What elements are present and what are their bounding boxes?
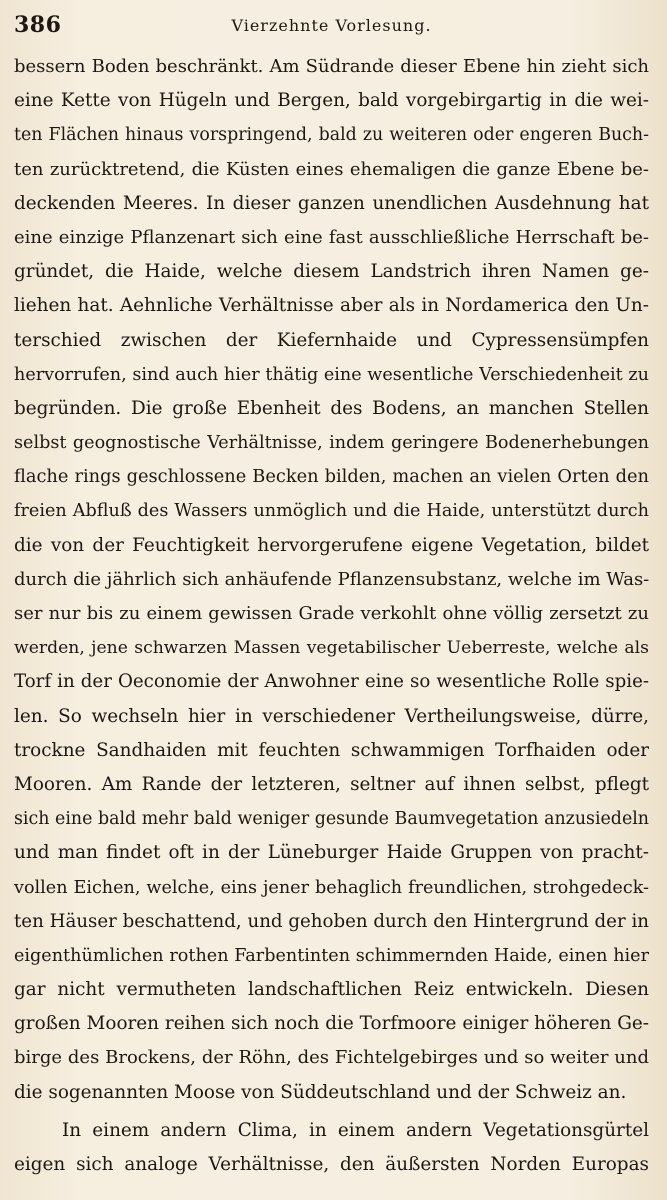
body-text — [14, 50, 649, 1182]
text-line: trockne Sandhaiden mit feuchten schwammigen Torfhaiden oder — [14, 739, 649, 761]
text-line: ten Häuser beschattend, und gehoben durch den Hintergrund der in — [14, 910, 649, 932]
text-line: sich eine bald mehr bald weniger gesunde Baumvegetation anzusiedeln — [14, 809, 649, 830]
text-line: ten Flächen hinaus vorspringend, bald zu weiteren oder engeren Buch- — [14, 125, 649, 146]
text-line: die sogenannten Moose von Süddeutschland und der Schweiz an. — [14, 1081, 627, 1103]
text-line: flache rings geschlossene Becken bilden, machen an vielen Orten den — [14, 466, 649, 488]
text-line: In einem andern Clima, in einem andern Vegetationsgürtel — [62, 1119, 649, 1141]
text-line: eigen sich analoge Verhältnisse, den äußersten Norden Europas — [14, 1154, 649, 1175]
text-line: Mooren. Am Rande der letzteren, seltner auf ihnen selbst, pflegt — [14, 773, 649, 795]
text-line: len. So wechseln hier in verschiedener Vertheilungsweise, dürre, — [14, 705, 649, 727]
text-line: freien Abfluß des Wassers unmöglich und die Haide, unterstützt durch — [14, 501, 649, 522]
text-line: eine einzige Pflanzenart sich eine fast ausschließliche Herrschaft be- — [14, 226, 649, 248]
text-line: vollen Eichen, welche, eins jener behaglich freundlichen, strohgedeck- — [14, 877, 649, 898]
text-line: werden, jene schwarzen Massen vegetabilischer Ueberreste, welche als — [14, 638, 649, 659]
text-line: birge des Brockens, der Röhn, des Fichtelgebirges und so weiter und — [14, 1047, 649, 1069]
text-line: Torf in der Oeconomie der Anwohner eine so wesentliche Rolle spie- — [14, 671, 649, 693]
text-line: eigenthümlichen rothen Farbentinten schimmernden Haide, einen hier — [14, 945, 649, 966]
text-line: und man findet oft in der Lüneburger Haide Gruppen von pracht- — [14, 842, 649, 864]
paragraph-2 — [14, 1114, 649, 1182]
text-line: gründet, die Haide, welche diesem Landstrich ihren Namen ge- — [14, 261, 649, 283]
text-line: liehen hat. Aehnliche Verhältnisse aber als in Nordamerica den Un- — [14, 295, 649, 317]
text-line: eine Kette von Hügeln und Bergen, bald vorgebirgartig in die wei- — [14, 90, 649, 112]
paragraph-1 — [14, 50, 649, 1110]
text-line: selbst geognostische Verhältnisse, indem geringere Bodenerhebungen — [14, 433, 649, 454]
text-line: hervorrufen, sind auch hier thätig eine wesentliche Verschiedenheit zu — [14, 364, 649, 385]
page-header — [14, 10, 649, 50]
text-line: terschied zwischen der Kiefernhaide und Cypressensümpfen — [14, 329, 649, 351]
text-line: ten zurücktretend, die Küsten eines ehemaligen die ganze Ebene be- — [14, 158, 649, 180]
text-line: deckenden Meeres. In dieser ganzen unendlichen Ausdehnung hat — [14, 192, 649, 214]
text-line: bessern Boden beschränkt. Am Südrande dieser Ebene hin zieht sich — [14, 56, 649, 77]
text-line: großen Mooren reihen sich noch die Torfmoore einiger höheren Ge- — [14, 1013, 649, 1035]
running-head: Vierzehnte Vorlesung. — [231, 16, 432, 35]
text-line: begründen. Die große Ebenheit des Bodens, an manchen Stellen — [14, 397, 649, 419]
text-line: die von der Feuchtigkeit hervorgerufene eigene Vegetation, bildet — [14, 534, 649, 556]
text-line: durch die jährlich sich anhäufende Pflanzensubstanz, welche im Was- — [14, 568, 649, 590]
text-line: gar nicht vermutheten landschaftlichen Reiz entwickeln. Diesen — [14, 979, 649, 1001]
page-number: 386 — [14, 12, 62, 38]
text-line: ser nur bis zu einem gewissen Grade verkohlt ohne völlig zersetzt zu — [14, 603, 649, 624]
